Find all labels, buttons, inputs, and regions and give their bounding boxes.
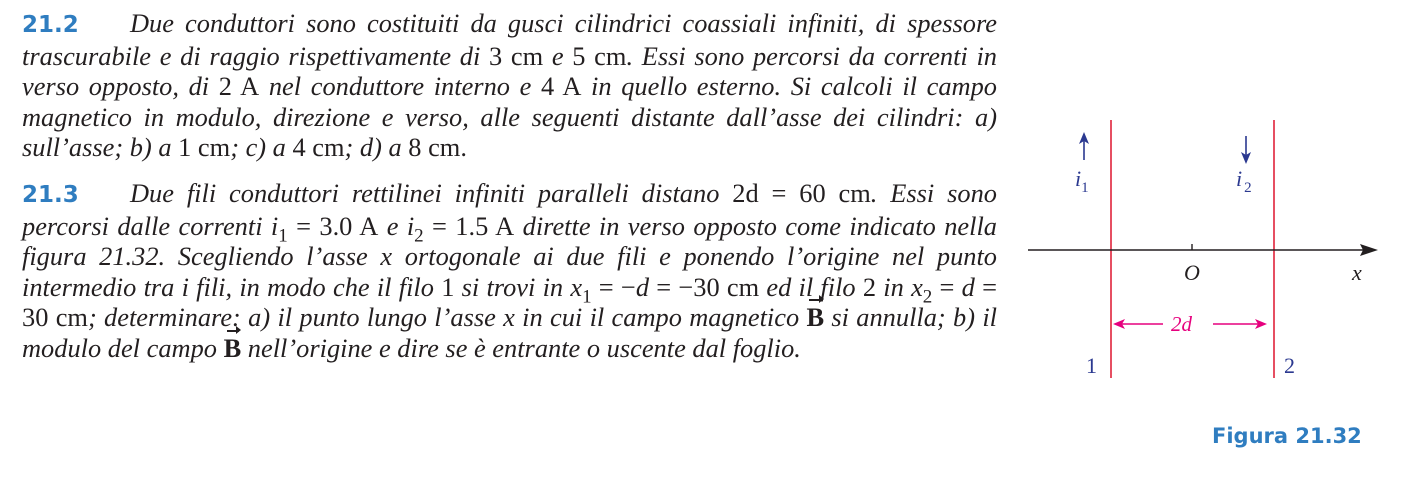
text-segment: = − — [591, 271, 636, 302]
problem-21-2 — [22, 8, 997, 163]
text-segment: in — [876, 271, 912, 302]
wire-1-label: 1 — [1086, 353, 1097, 378]
distance-label: 2d — [1171, 312, 1192, 336]
text-segment: 4 A — [540, 71, 582, 102]
text-segment: . Essi sono percorsi da correnti in verso opposto, di — [22, 40, 997, 102]
current-2-arrow — [1241, 136, 1251, 164]
text-segment: 8 cm — [408, 132, 461, 163]
text-segment: 2 — [922, 286, 933, 308]
text-segment: nell’origine e dire se è entrante o uscente dal foglio. — [241, 332, 801, 363]
text-segment: = 30 cm — [22, 271, 997, 333]
text-segment: in quello esterno. Si calcoli il campo magnetico in modulo, direzione e verso, alle seguenti distante dall’asse dei cilindri: a) sull’asse; b) a — [22, 71, 997, 163]
text-segment: e — [543, 40, 573, 71]
text-segment: 2d = 60 cm — [732, 177, 871, 208]
text-segment: ed il filo — [759, 271, 863, 302]
text-segment: i — [270, 210, 279, 241]
text-segment: ; d) a — [344, 132, 409, 163]
figure-caption: Figura 21.32 — [1212, 424, 1362, 448]
text-segment: d — [635, 271, 650, 302]
current-2-label: i $_2$ — [1236, 166, 1252, 196]
text-segment: nel conduttore interno e — [259, 71, 541, 102]
text-segment: 1 — [278, 224, 288, 246]
text-segment: ; determinare: a) il punto lungo l’asse x in cui il campo magnetico — [87, 302, 807, 333]
current-1-label: $i_1$ — [1075, 166, 1089, 196]
problem-number: 21.3 — [22, 181, 79, 208]
text-segment: . — [460, 132, 467, 163]
problem-21-3 — [22, 178, 997, 364]
text-segment: 1 cm — [178, 132, 231, 163]
text-segment: 2 A — [218, 71, 260, 102]
text-segment: i — [406, 210, 415, 241]
text-segment: = −30 cm — [649, 271, 760, 302]
text-segment: x — [911, 271, 923, 302]
x-axis-label: x — [1352, 260, 1362, 285]
problem-statement — [22, 178, 997, 363]
text-segment: 1 — [441, 271, 455, 302]
text-segment: 1 — [582, 286, 592, 308]
text-segment: 2 — [862, 271, 877, 302]
text-segment: = 3.0 A — [287, 210, 379, 241]
vector-symbol: B — [806, 302, 825, 333]
text-segment: 4 cm — [292, 132, 345, 163]
text-segment: 3 cm — [489, 40, 544, 71]
text-segment: 2 — [414, 224, 424, 246]
wire-2-label: 2 — [1284, 353, 1295, 378]
text-segment: . Essi sono percorsi dalle correnti — [22, 177, 997, 241]
text-segment: 5 cm — [572, 40, 627, 71]
problem-statement — [22, 8, 997, 162]
text-segment: dirette in verso opposto come indicato nella figura 21.32. Scegliendo l’asse x ortogonale ai due fili e ponendo l’origine nel punto intermedio tra i fili, in modo che il filo — [22, 210, 997, 302]
text-segment: si annulla; b) il modulo del campo — [22, 302, 997, 363]
figure-21-32 — [1020, 120, 1400, 390]
text-segment: Due conduttori sono costituiti da gusci cilindrici coassiali infiniti, di spessore trascurabile e di raggio rispettivamente di — [22, 8, 997, 71]
current-1-arrow — [1079, 132, 1089, 160]
text-segment: Due fili conduttori rettilinei infiniti paralleli distano — [130, 177, 733, 208]
text-segment: d — [961, 271, 975, 302]
vector-symbol: B — [223, 332, 242, 363]
text-segment: si trovi in — [454, 271, 571, 302]
text-segment: x — [570, 271, 583, 302]
text-segment: ; c) a — [230, 132, 293, 163]
text-segment: e — [378, 210, 407, 241]
text-segment: = — [932, 271, 962, 302]
problem-number: 21.2 — [22, 12, 79, 38]
text-segment: = 1.5 A — [423, 210, 515, 241]
problems-text — [22, 8, 997, 364]
origin-label: O — [1184, 260, 1200, 285]
